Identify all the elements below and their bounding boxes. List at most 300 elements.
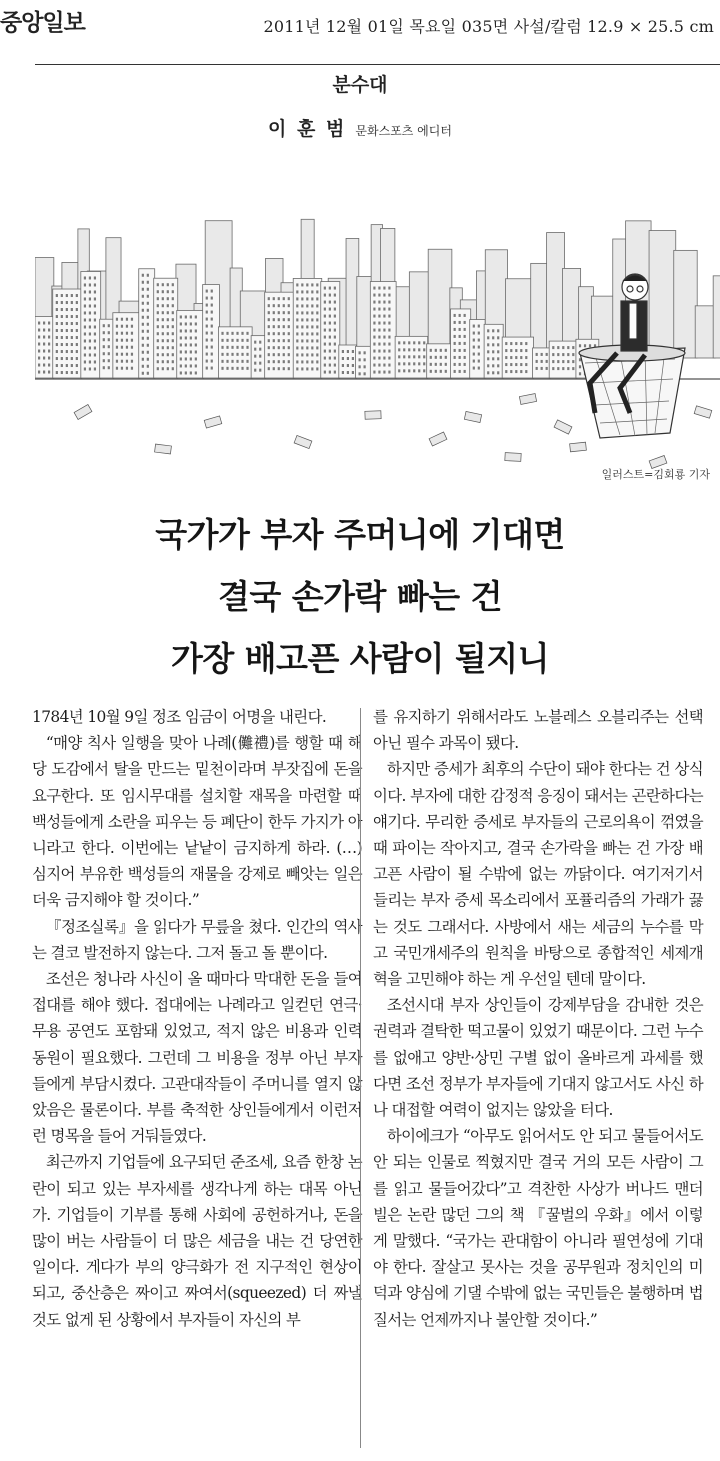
building-window (487, 364, 489, 367)
building-window (211, 290, 213, 293)
building-window (211, 346, 213, 349)
building-window (352, 371, 354, 374)
building-window (241, 367, 243, 370)
building-window (157, 311, 159, 314)
building-window (273, 367, 275, 370)
building-window (316, 360, 318, 363)
building-window (236, 332, 238, 335)
building-window (116, 332, 118, 335)
building-window (268, 297, 270, 300)
building-window (226, 339, 228, 342)
building-window (334, 294, 336, 297)
building-window (329, 308, 331, 311)
building-window (66, 357, 68, 360)
building-window (241, 353, 243, 356)
building-window (89, 346, 91, 349)
building-window (278, 346, 280, 349)
building-window (185, 357, 187, 360)
building-window (497, 336, 499, 339)
building-window (459, 342, 461, 345)
building-window (66, 371, 68, 374)
building-window (162, 367, 164, 370)
building-window (142, 309, 144, 312)
building-window (147, 323, 149, 326)
building-window (283, 318, 285, 321)
building-window (515, 356, 517, 359)
building-window (195, 315, 197, 318)
building-window (84, 311, 86, 314)
building-window (301, 297, 303, 300)
building-window (454, 321, 456, 324)
building-window (180, 336, 182, 339)
building-window (567, 360, 569, 363)
building-window (541, 360, 543, 363)
building-window (473, 367, 475, 370)
building-window (378, 322, 380, 325)
building-window (211, 353, 213, 356)
building-window (254, 341, 256, 344)
building-window (418, 348, 420, 351)
building-window (334, 301, 336, 304)
building-window (329, 364, 331, 367)
building-window (76, 294, 78, 297)
building-window (316, 346, 318, 349)
building-window (487, 336, 489, 339)
building-window (211, 297, 213, 300)
building-window (589, 344, 591, 347)
building-window (464, 328, 466, 331)
building-window (546, 353, 548, 356)
body-paragraph: 하지만 증세가 최후의 수단이 돼야 한다는 건 상식이다. 부자에 대한 감정적 응징이 돼서는 곤란하다는 얘기다. 무리한 증세로 부자들의 근로의욕이 꺾였을 때 파이는 작아지고, 결국 손가락을 빠는 건 가장 배고픈 사람이 될 수밖에 없는 까닭이다. 여기저기서 들리는 부자 증세 목소리에서 포퓰리즘의 가래가 끓는 것도 그래서다. 사방에서 새는 세금의 누수를 막고 국민개세주의 원칙을 바탕으로 종합적인 세제개혁을 고민해야 하는 게 우선일 텐데 말이다. (373, 760, 703, 989)
building-window (103, 359, 105, 362)
building-window (301, 332, 303, 335)
building-window (283, 353, 285, 356)
building-window (334, 329, 336, 332)
building-window (71, 308, 73, 311)
building-window (388, 343, 390, 346)
building-window (121, 332, 123, 335)
building-window (273, 297, 275, 300)
building-window (108, 338, 110, 341)
building-window (195, 357, 197, 360)
building-window (515, 342, 517, 345)
building-window (162, 290, 164, 293)
building-window (38, 343, 40, 346)
building-window (61, 343, 63, 346)
building-window (464, 349, 466, 352)
building-window (306, 304, 308, 307)
building-window (329, 343, 331, 346)
building-window (195, 322, 197, 325)
building-window (546, 367, 548, 370)
building-window (359, 358, 361, 361)
building-window (334, 350, 336, 353)
building-window (311, 304, 313, 307)
building-window (157, 360, 159, 363)
building-window (383, 336, 385, 339)
building-window (316, 367, 318, 370)
building-window (221, 367, 223, 370)
building-window (121, 318, 123, 321)
building-window (398, 355, 400, 358)
building-window (510, 356, 512, 359)
building-window (103, 352, 105, 355)
building-window (61, 322, 63, 325)
building-window (142, 281, 144, 284)
building-window (403, 369, 405, 372)
building-window (440, 363, 442, 366)
building-window (56, 315, 58, 318)
building-window (108, 366, 110, 369)
building-window (76, 329, 78, 332)
building-window (454, 335, 456, 338)
building-window (445, 349, 447, 352)
building-window (567, 367, 569, 370)
building-window (38, 336, 40, 339)
building-window (505, 370, 507, 373)
building-window (172, 346, 174, 349)
building-window (89, 297, 91, 300)
building-window (459, 363, 461, 366)
building-window (56, 322, 58, 325)
building-window (66, 343, 68, 346)
author-name: 이 훈 범 (268, 118, 347, 140)
building-window (236, 367, 238, 370)
building-window (306, 339, 308, 342)
building-window (306, 346, 308, 349)
building-window (94, 346, 96, 349)
building-window (423, 362, 425, 365)
building-window (195, 343, 197, 346)
building-window (56, 329, 58, 332)
building-window (329, 336, 331, 339)
building (674, 250, 697, 358)
building-window (278, 353, 280, 356)
building-window (94, 276, 96, 279)
building-window (268, 311, 270, 314)
building-window (296, 290, 298, 293)
building-window (157, 297, 159, 300)
building-window (316, 283, 318, 286)
building-window (236, 339, 238, 342)
building-window (378, 315, 380, 318)
building-window (329, 357, 331, 360)
building-window (76, 315, 78, 318)
building-window (38, 371, 40, 374)
building-window (61, 294, 63, 297)
building-window (142, 372, 144, 375)
building-window (211, 304, 213, 307)
building-window (231, 332, 233, 335)
building-window (84, 353, 86, 356)
building-window (398, 341, 400, 344)
building-window (142, 295, 144, 298)
building-window (347, 350, 349, 353)
building-window (66, 301, 68, 304)
building-window (288, 339, 290, 342)
building-window (43, 364, 45, 367)
building-window (195, 371, 197, 374)
building (428, 249, 452, 358)
building-window (445, 356, 447, 359)
building-window (311, 346, 313, 349)
building-window (89, 290, 91, 293)
building-window (89, 367, 91, 370)
building-window (126, 318, 128, 321)
building-window (162, 332, 164, 335)
building-window (273, 360, 275, 363)
building-window (435, 356, 437, 359)
building-window (172, 367, 174, 370)
building-window (103, 366, 105, 369)
building-window (334, 371, 336, 374)
building-window (567, 353, 569, 356)
building-window (108, 345, 110, 348)
building-window (236, 346, 238, 349)
building-window (497, 350, 499, 353)
building-window (378, 364, 380, 367)
building-window (206, 346, 208, 349)
building-window (94, 283, 96, 286)
building-window (525, 342, 527, 345)
building-window (190, 315, 192, 318)
building-window (373, 357, 375, 360)
building-window (221, 339, 223, 342)
building-window (306, 353, 308, 356)
building-window (38, 329, 40, 332)
building-window (71, 364, 73, 367)
building-window (288, 311, 290, 314)
building-window (459, 370, 461, 373)
building-window (388, 322, 390, 325)
building-window (116, 318, 118, 321)
building-window (172, 290, 174, 293)
building-window (283, 332, 285, 335)
building-window (94, 304, 96, 307)
building-window (84, 325, 86, 328)
building-window (43, 343, 45, 346)
building-window (142, 365, 144, 368)
building-window (76, 364, 78, 367)
building-window (306, 318, 308, 321)
building (695, 306, 715, 358)
building (470, 320, 485, 378)
building-window (311, 367, 313, 370)
building-window (226, 332, 228, 335)
building-window (296, 325, 298, 328)
building-window (440, 356, 442, 359)
building-window (296, 353, 298, 356)
building-window (76, 357, 78, 360)
building-window (497, 329, 499, 332)
building-window (94, 297, 96, 300)
building-window (413, 362, 415, 365)
building-window (383, 322, 385, 325)
building-window (478, 339, 480, 342)
building-window (510, 349, 512, 352)
building-window (378, 343, 380, 346)
building-window (185, 371, 187, 374)
building-window (89, 360, 91, 363)
building-window (185, 350, 187, 353)
building-window (43, 350, 45, 353)
building-window (76, 301, 78, 304)
building-window (38, 364, 40, 367)
building-window (329, 350, 331, 353)
building-window (76, 322, 78, 325)
building-window (334, 315, 336, 318)
building-window (510, 363, 512, 366)
building-window (278, 367, 280, 370)
building-window (430, 363, 432, 366)
building-window (221, 353, 223, 356)
body-paragraph: 를 유지하기 위해서라도 노블레스 오블리주는 선택 아닌 필수 과목이 됐다. (373, 708, 703, 753)
building-window (94, 353, 96, 356)
building-window (505, 363, 507, 366)
building-window (492, 364, 494, 367)
building-window (301, 360, 303, 363)
building-window (316, 325, 318, 328)
building-window (226, 353, 228, 356)
building-window (278, 311, 280, 314)
building-window (61, 371, 63, 374)
building-window (515, 370, 517, 373)
building-window (301, 318, 303, 321)
building-window (206, 325, 208, 328)
building-window (147, 372, 149, 375)
building-window (464, 314, 466, 317)
top-rule (35, 64, 720, 65)
building-window (373, 301, 375, 304)
building-window (206, 332, 208, 335)
building-window (126, 346, 128, 349)
building-window (211, 325, 213, 328)
building-window (487, 329, 489, 332)
building-window (316, 311, 318, 314)
building-window (142, 274, 144, 277)
building-window (383, 357, 385, 360)
building-window (71, 329, 73, 332)
building-window (84, 297, 86, 300)
building-window (231, 346, 233, 349)
building-window (505, 349, 507, 352)
body-paragraph: “매양 칙사 일행을 맞아 나례(儺禮)를 행할 때 해당 도감에서 탈을 만드는 밑천이라며 부잣집에 돈을 요구한다. 또 임시무대를 설치할 재목을 마련할 때 백성들에게 소란을 피우는 등 폐단이 한두 가지가 아니라고 한다. 이번에는 낱낱이 금지하게 하라. (…) 심지어 부유한 백성들의 재물을 강제로 빼앗는 일은 더욱 금지해야 할 것이다.” (32, 734, 362, 910)
building-window (236, 353, 238, 356)
body-paragraph: 조선시대 부자 상인들이 강제부담을 감내한 것은 권력과 결탁한 떡고물이 있었기 때문이다. 그런 누수를 없애고 양반·상민 구별 없이 올바르게 과세를 했다면 조선 정부가 부자들에 기대지 않고서도 사신 하나 대접할 여력이 없지는 않았을 터다. (373, 996, 703, 1120)
building-window (306, 283, 308, 286)
building-window (334, 322, 336, 325)
building-window (492, 350, 494, 353)
building-window (43, 336, 45, 339)
building-window (211, 332, 213, 335)
building-window (259, 348, 261, 351)
building-window (306, 325, 308, 328)
building-window (440, 349, 442, 352)
building-window (231, 353, 233, 356)
building-window (126, 360, 128, 363)
building-window (147, 295, 149, 298)
building-window (89, 283, 91, 286)
building-window (259, 369, 261, 372)
building-window (56, 294, 58, 297)
building-window (572, 353, 574, 356)
building-window (505, 356, 507, 359)
building-window (378, 371, 380, 374)
building-window (464, 363, 466, 366)
building-window (147, 337, 149, 340)
building-window (131, 353, 133, 356)
headline-line-3: 가장 배고픈 사람이 될지니 (170, 639, 550, 678)
building-window (459, 328, 461, 331)
building-window (473, 339, 475, 342)
building-window (89, 304, 91, 307)
building-window (84, 283, 86, 286)
building-window (142, 316, 144, 319)
building-window (167, 332, 169, 335)
building-window (373, 336, 375, 339)
building-window (221, 360, 223, 363)
building-window (324, 343, 326, 346)
building-window (71, 350, 73, 353)
building-window (43, 357, 45, 360)
building-window (520, 342, 522, 345)
building-window (478, 325, 480, 328)
building-window (329, 287, 331, 290)
building-window (473, 353, 475, 356)
building-window (278, 339, 280, 342)
building-window (408, 369, 410, 372)
building-window (454, 349, 456, 352)
building-window (131, 346, 133, 349)
building-window (66, 308, 68, 311)
building-window (167, 297, 169, 300)
building-window (311, 318, 313, 321)
building-window (167, 290, 169, 293)
building-window (254, 355, 256, 358)
building-window (254, 369, 256, 372)
building-window (352, 357, 354, 360)
building-window (296, 297, 298, 300)
building-window (126, 367, 128, 370)
building-window (61, 336, 63, 339)
building-window (108, 352, 110, 355)
building-window (71, 294, 73, 297)
building-window (180, 371, 182, 374)
building-window (103, 338, 105, 341)
building-window (497, 343, 499, 346)
building-window (378, 287, 380, 290)
building-window (61, 308, 63, 311)
building-window (342, 357, 344, 360)
building-window (116, 353, 118, 356)
masthead (0, 0, 720, 56)
building-window (162, 339, 164, 342)
building-window (373, 287, 375, 290)
building-window (167, 318, 169, 321)
building-window (459, 349, 461, 352)
building-window (301, 367, 303, 370)
building-window (147, 288, 149, 291)
building-window (206, 353, 208, 356)
building-window (84, 332, 86, 335)
building-window (147, 316, 149, 319)
building-window (520, 356, 522, 359)
building-window (378, 336, 380, 339)
building-window (418, 369, 420, 372)
building-window (413, 369, 415, 372)
building-window (172, 318, 174, 321)
building-window (273, 353, 275, 356)
